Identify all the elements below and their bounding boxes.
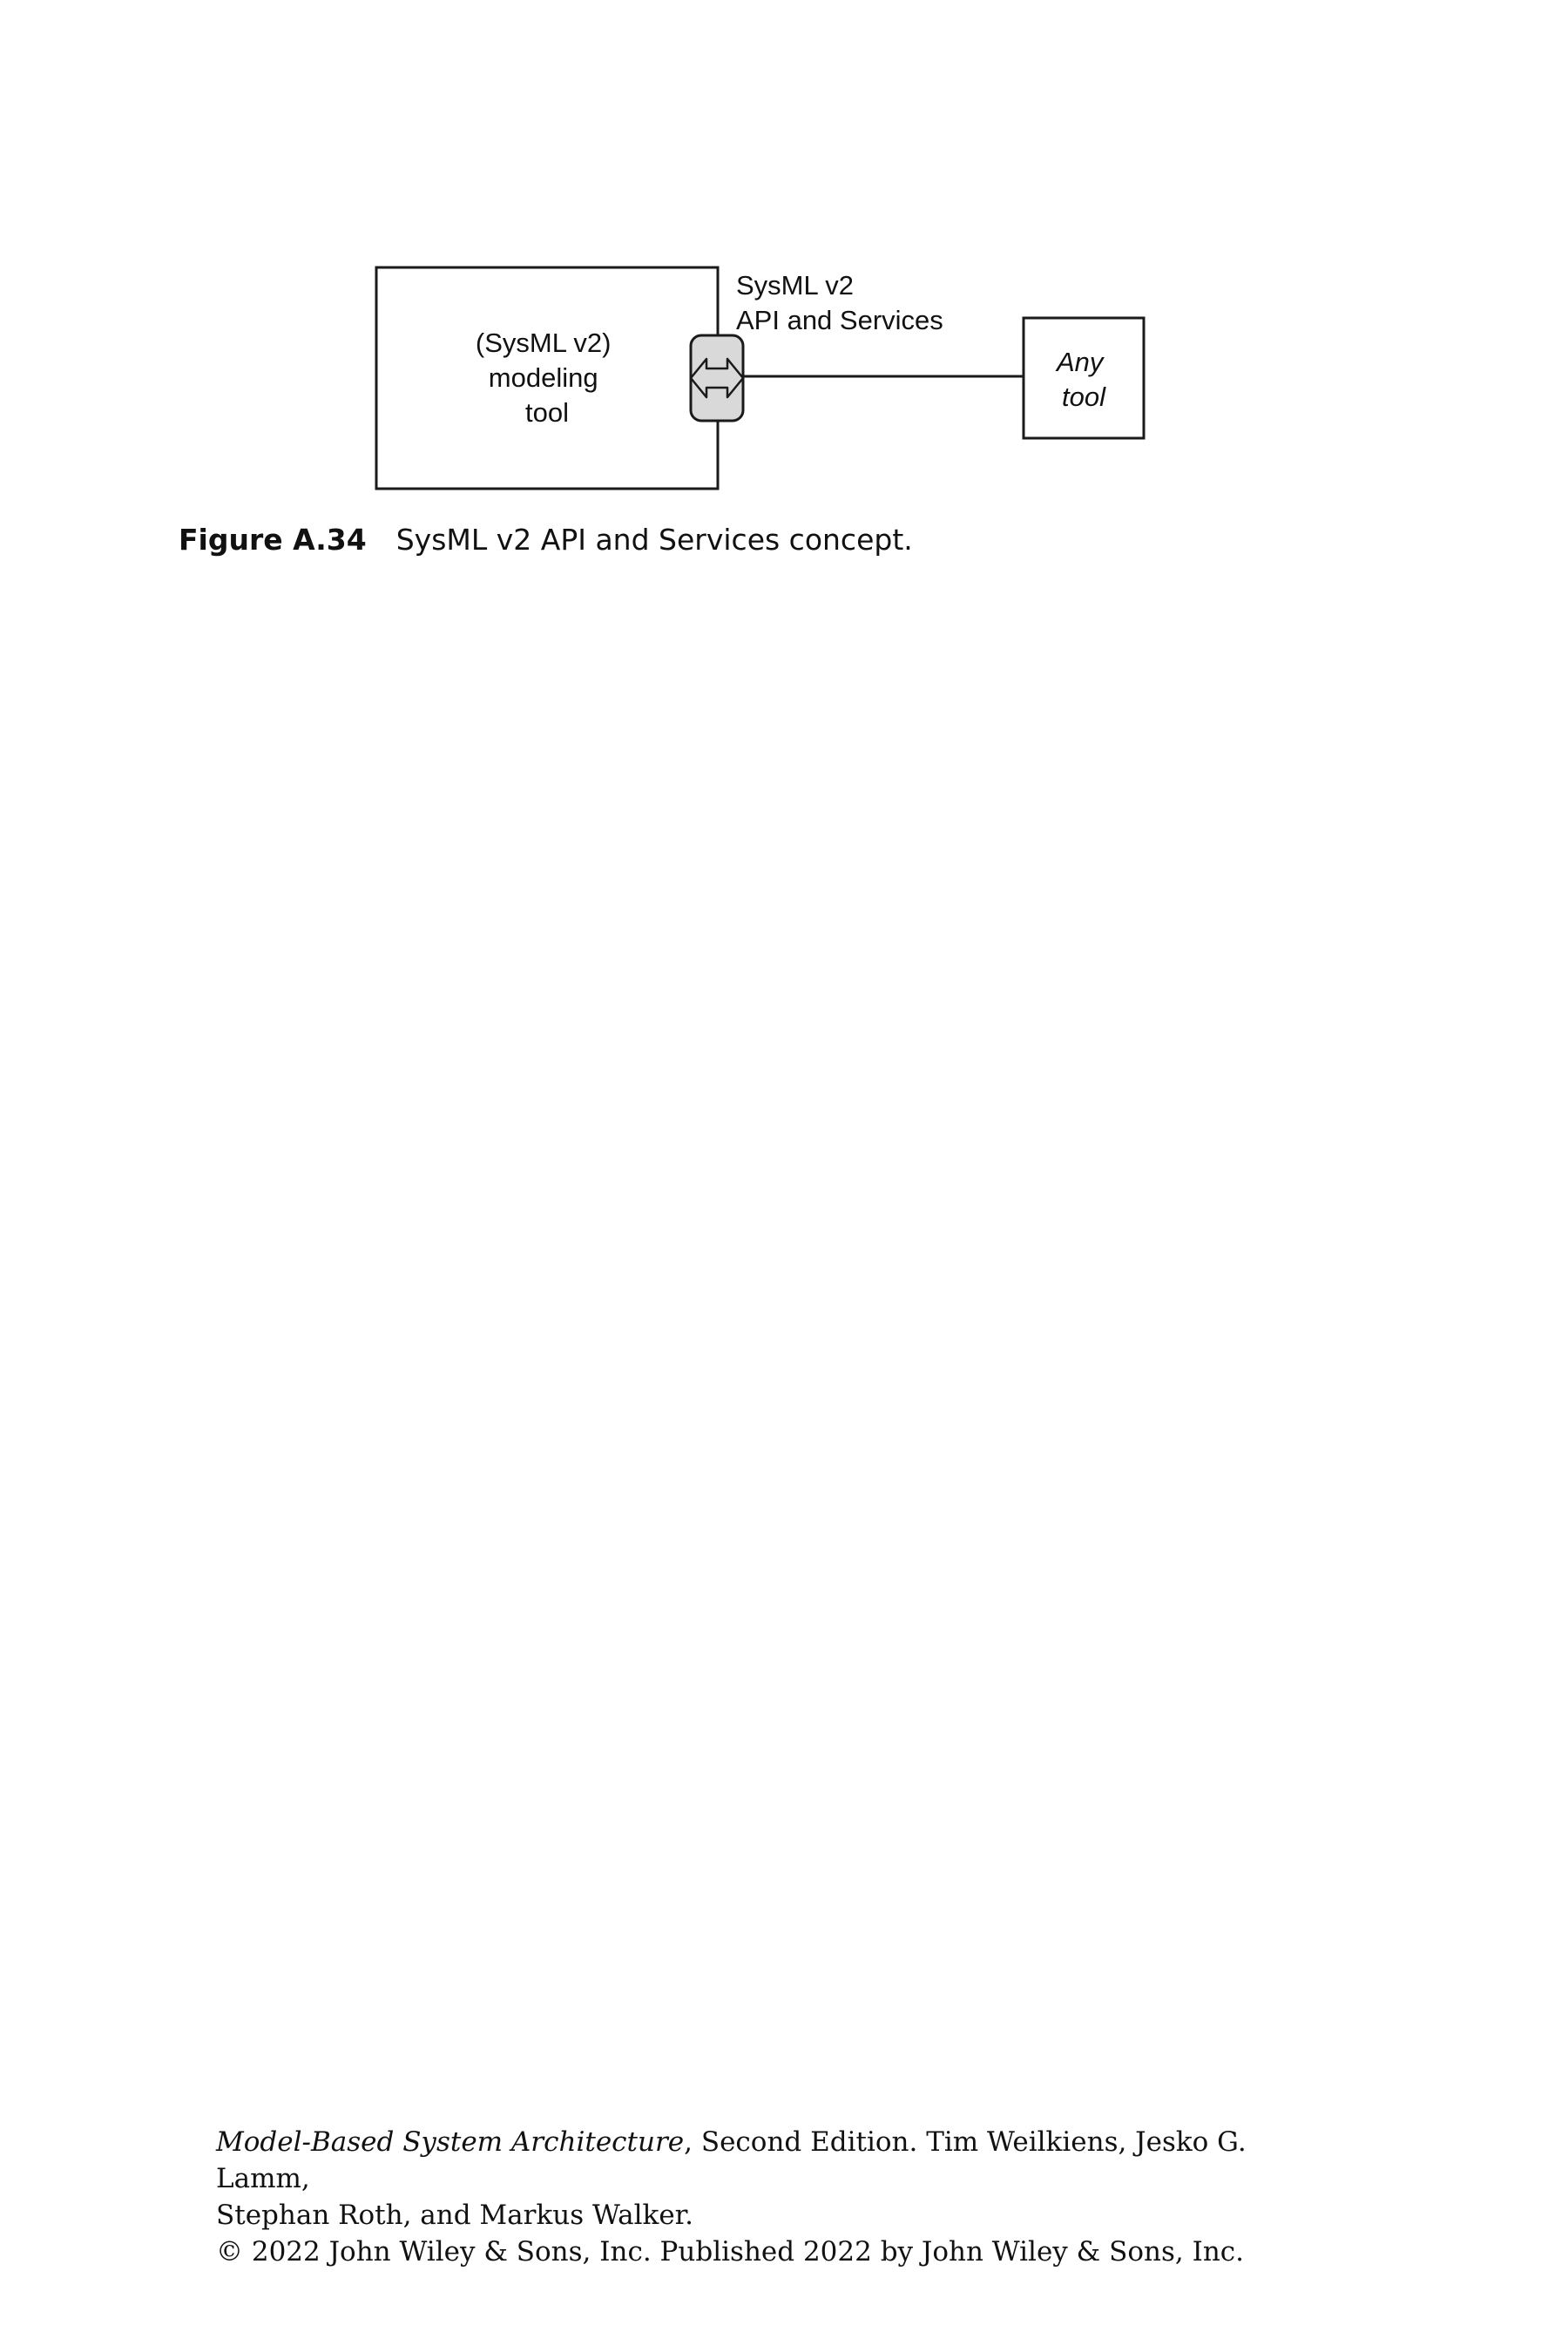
copyright-footer	[216, 2124, 1348, 2270]
footer-line-3: © 2022 John Wiley & Sons, Inc. Published 2022 by John Wiley & Sons, Inc.	[216, 2236, 1245, 2268]
footer-line-1-rest: , Second Edition. Tim Weilkiens, Jesko G. Lamm,	[216, 2126, 1247, 2194]
api-interface-port	[691, 335, 743, 421]
any-tool-block	[1024, 318, 1144, 438]
book-title: Model-Based System Architecture	[216, 2126, 685, 2158]
figure-caption	[179, 523, 913, 557]
api-services-diagram	[0, 0, 1568, 540]
figure-label: Figure A.34	[179, 523, 367, 557]
any-tool-label: Any tool	[1056, 347, 1105, 412]
figure-caption-text: SysML v2 API and Services concept.	[395, 523, 913, 557]
footer-line-1	[216, 2124, 1348, 2197]
api-services-label: SysML v2 API and Services	[736, 270, 943, 335]
modeling-tool-label: (SysML v2) modeling tool	[475, 328, 612, 428]
footer-line-2: Stephan Roth, and Markus Walker.	[216, 2200, 693, 2231]
